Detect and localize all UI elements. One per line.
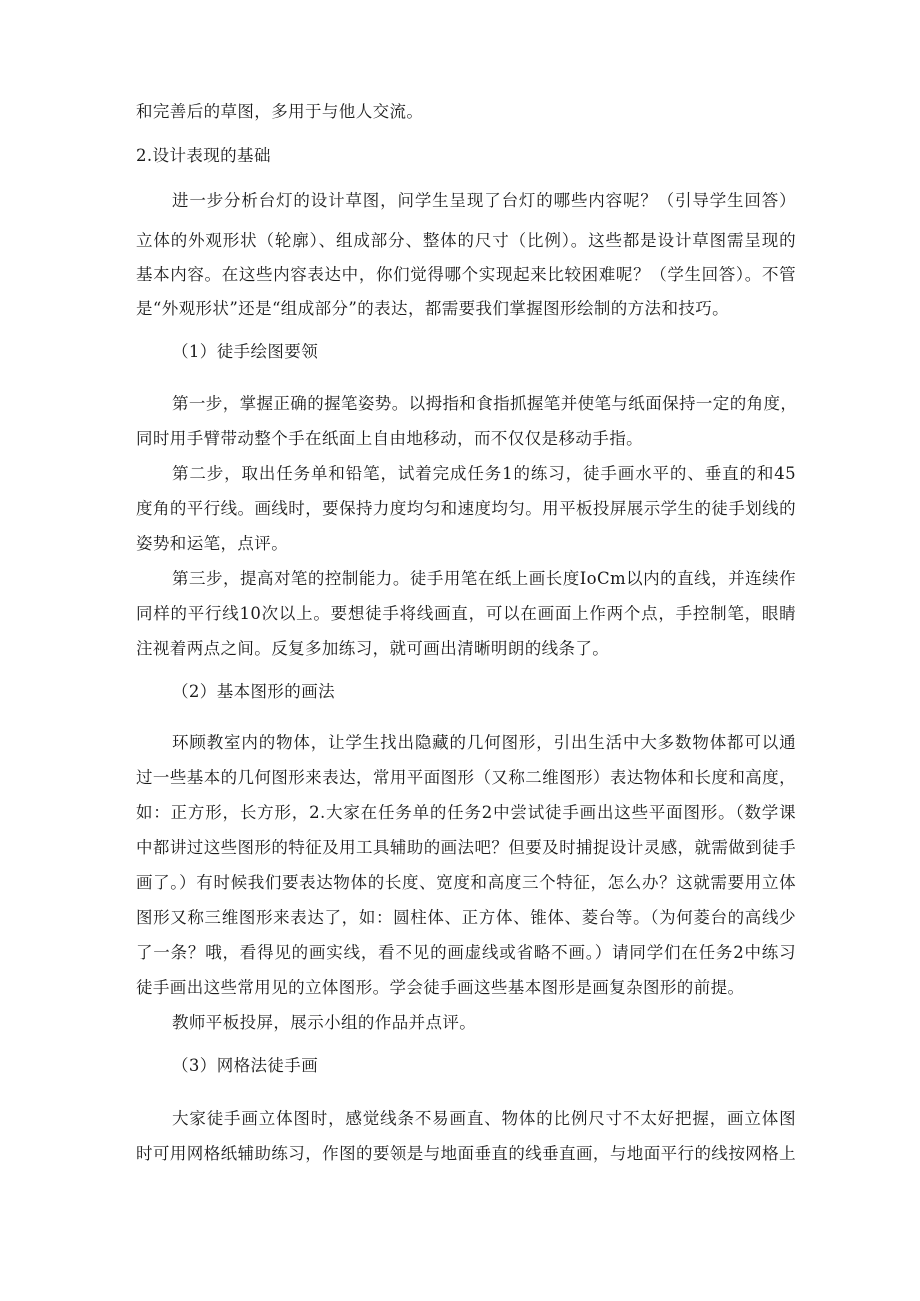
text-line: 如：正方形，长方形，2.大家在任务单的任务2中尝试徒手画出这些平面图形。（数学课 (136, 803, 796, 822)
text-line: 中都讲过这些图形的特征及用工具辅助的画法吧？但要及时捕捉设计灵感，就需做到徒手 (136, 838, 796, 857)
text-line: 是“外观形状”还是“组成部分”的表达，都需要我们掌握图形绘制的方法和技巧。 (136, 299, 730, 318)
text-line: 进一步分析台灯的设计草图，问学生呈现了台灯的哪些内容呢？（引导学生回答） (172, 191, 796, 210)
section-heading: 2.设计表现的基础 (136, 146, 271, 165)
text-line: 第三步，提高对笔的控制能力。徒手用笔在纸上画长度IoCm以内的直线，并连续作 (172, 569, 796, 588)
text-line: 环顾教室内的物体，让学生找出隐藏的几何图形，引出生活中大多数物体都可以通 (172, 733, 796, 752)
text-line: 过一些基本的几何图形来表达，常用平面图形（又称二维图形）表达物体和长度和高度， (136, 768, 796, 787)
text-line: 图形又称三维图形来表达了，如：圆柱体、正方体、锥体、菱台等。（为何菱台的高线少 (136, 908, 796, 927)
text-line: 同样的平行线10次以上。要想徒手将线画直，可以在画面上作两个点，手控制笔，眼睛 (136, 604, 796, 623)
text-line: 基本内容。在这些内容表达中，你们觉得哪个实现起来比较困难呢？（学生回答）。不管 (136, 265, 796, 284)
text-line: 注视着两点之间。反复多加练习，就可画出清晰明朗的线条了。 (136, 639, 610, 658)
subsection-heading: （3）网格法徒手画 (172, 1056, 319, 1075)
text-line: 同时用手臂带动整个手在纸面上自由地移动，而不仅仅是移动手指。 (136, 429, 643, 448)
text-line: 了一条？哦，看得见的画实线，看不见的画虚线或省略不画。）请同学们在任务2中练习 (136, 943, 796, 962)
text-line: 大家徒手画立体图时，感觉线条不易画直、物体的比例尺寸不太好把握，画立体图 (172, 1109, 796, 1128)
text-line: 时可用网格纸辅助练习，作图的要领是与地面垂直的线垂直画，与地面平行的线按网格上 (136, 1144, 796, 1163)
text-line: 第一步，掌握正确的握笔姿势。以拇指和食指抓握笔并使笔与纸面保持一定的角度， (172, 394, 798, 413)
subsection-heading: （2）基本图形的画法 (172, 682, 335, 701)
text-line: 和完善后的草图，多用于与他人交流。 (136, 102, 424, 121)
text-line: 姿势和运笔，点评。 (136, 534, 289, 553)
text-line: 度角的平行线。画线时，要保持力度均匀和速度均匀。用平板投屏展示学生的徒手划线的 (136, 499, 796, 518)
text-line: 第二步，取出任务单和铅笔，试着完成任务1的练习，徒手画水平的、垂直的和45 (172, 464, 796, 483)
text-line: 画了。）有时候我们要表达物体的长度、宽度和高度三个特征，怎么办？这就需要用立体 (136, 873, 796, 892)
text-line: 徒手画出这些常用见的立体图形。学会徒手画这些基本图形是画复杂图形的前提。 (136, 978, 745, 997)
text-line: 教师平板投屏，展示小组的作品并点评。 (172, 1013, 477, 1032)
subsection-heading: （1）徒手绘图要领 (172, 342, 319, 361)
text-line: 立体的外观形状（轮廓）、组成部分、整体的尺寸（比例）。这些都是设计草图需呈现的 (136, 231, 796, 250)
